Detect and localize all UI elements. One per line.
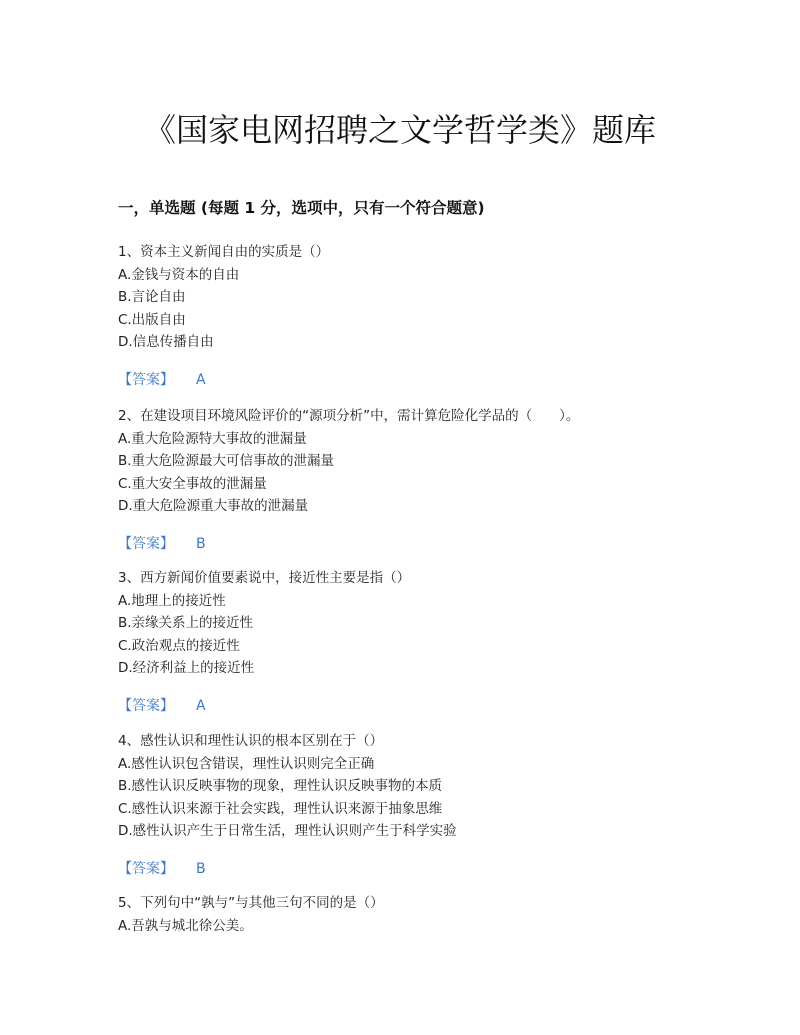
question-1 [118, 241, 718, 391]
option-b: B.亲缘关系上的接近性 [118, 615, 254, 631]
option-b: B.重大危险源最大可信事故的泄漏量 [118, 453, 335, 469]
answer-row [118, 695, 718, 717]
answer-label: 【答案】 [118, 535, 174, 552]
question-5 [118, 892, 718, 937]
option-c: C.感性认识来源于社会实践，理性认识来源于抽象思维 [118, 800, 443, 817]
option-b: B.感性认识反映事物的现象，理性认识反映事物的本质 [118, 778, 443, 794]
question-3 [118, 567, 718, 717]
answer-row [118, 369, 718, 391]
option-d: D.信息传播自由 [118, 334, 214, 350]
answer-label: 【答案】 [118, 697, 174, 714]
question-stem: 4、感性认识和理性认识的根本区别在于（） [118, 733, 384, 749]
option-d: D.经济利益上的接近性 [118, 660, 255, 676]
question-stem: 1、资本主义新闻自由的实质是（） [118, 244, 330, 260]
answer-label: 【答案】 [118, 371, 174, 388]
section-heading: 一，单选题 (每题 1 分，选项中，只有一个符合题意) [118, 199, 485, 217]
option-a: A.金钱与资本的自由 [118, 266, 240, 283]
answer-value: B [196, 860, 206, 877]
option-a: A.地理上的接近性 [118, 592, 226, 609]
question-stem: 3、西方新闻价值要素说中，接近性主要是指（） [118, 570, 411, 586]
option-d: D.重大危险源重大事故的泄漏量 [118, 498, 309, 514]
answer-label: 【答案】 [118, 860, 174, 877]
option-a: A.吾孰与城北徐公美。 [118, 917, 253, 934]
answer-value: A [196, 697, 206, 714]
answer-row [118, 533, 718, 555]
option-c: C.出版自由 [118, 311, 186, 328]
option-c: C.重大安全事故的泄漏量 [118, 475, 267, 492]
answer-value: B [196, 535, 206, 552]
question-4 [118, 730, 718, 880]
question-stem: 2、在建设项目环境风险评价的“源项分析”中，需计算危险化学品的（ ）。 [118, 408, 580, 424]
question-2 [118, 405, 718, 555]
option-c: C.政治观点的接近性 [118, 637, 240, 654]
document-title: 《国家电网招聘之文学哲学类》题库 [143, 111, 656, 149]
option-a: A.感性认识包含错误，理性认识则完全正确 [118, 755, 375, 772]
option-a: A.重大危险源特大事故的泄漏量 [118, 430, 307, 447]
question-stem: 5、下列句中“孰与”与其他三句不同的是（） [118, 895, 384, 911]
option-b: B.言论自由 [118, 289, 186, 305]
answer-value: A [196, 371, 206, 388]
option-d: D.感性认识产生于日常生活，理性认识则产生于科学实验 [118, 823, 457, 839]
answer-row [118, 858, 718, 880]
